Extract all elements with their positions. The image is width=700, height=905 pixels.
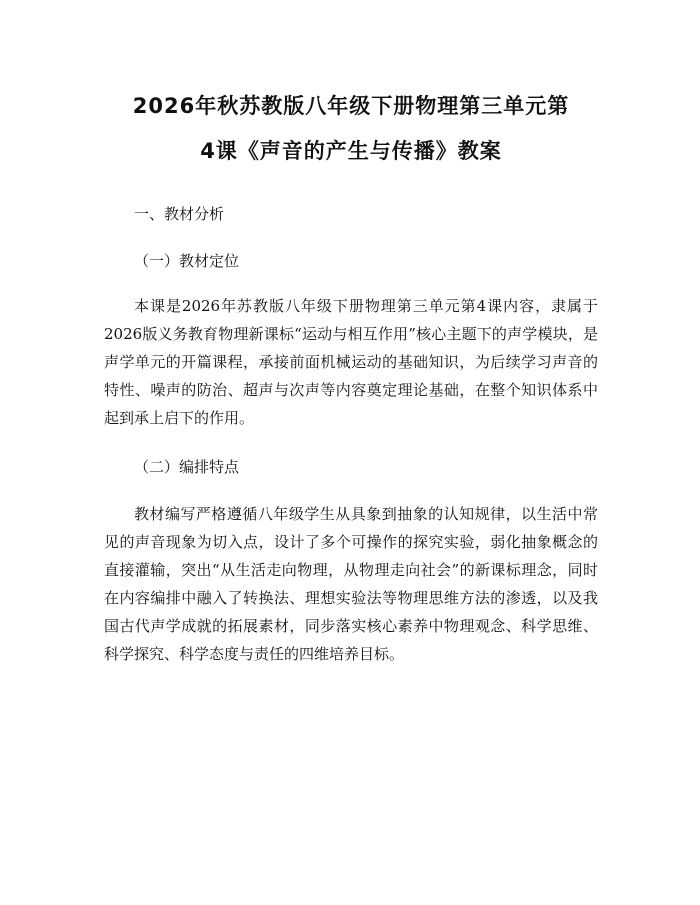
subsection-heading-arrangement-features: （二）编排特点 bbox=[134, 458, 240, 476]
subsection-heading-material-positioning: （一）教材定位 bbox=[134, 252, 240, 270]
document-title bbox=[104, 0, 598, 174]
title-line-1: 2026年秋苏教版八年级下册物理第三单元第 bbox=[132, 94, 570, 118]
paragraph-material-positioning: 本课是2026年苏教版八年级下册物理第三单元第4课内容，隶属于2026版义务教育物理新课标“运动与相互作用”核心主题下的声学模块，是声学单元的开篇课程，承接前面机械运动的基础知识，为后续学习声音的特性、噪声的防治、超声与次声等内容奠定理论基础，在整个知识体系中起到承上启下的作用。 bbox=[104, 297, 598, 427]
title-line-2: 4课《声音的产生与传播》教案 bbox=[200, 139, 502, 163]
section-heading-teaching-material-analysis: 一、教材分析 bbox=[134, 205, 225, 223]
paragraph-arrangement-features: 教材编写严格遵循八年级学生从具象到抽象的认知规律，以生活中常见的声音现象为切入点，设计了多个可操作的探究实验，弱化抽象概念的直接灌输，突出“从生活走向物理，从物理走向社会”的新课标理念，同时在内容编排中融入了转换法、理想实验法等物理思维方法的渗透，以及我国古代声学成就的拓展素材，同步落实核心素养中物理观念、科学思维、科学探究、科学态度与责任的四维培养目标。 bbox=[104, 505, 598, 663]
